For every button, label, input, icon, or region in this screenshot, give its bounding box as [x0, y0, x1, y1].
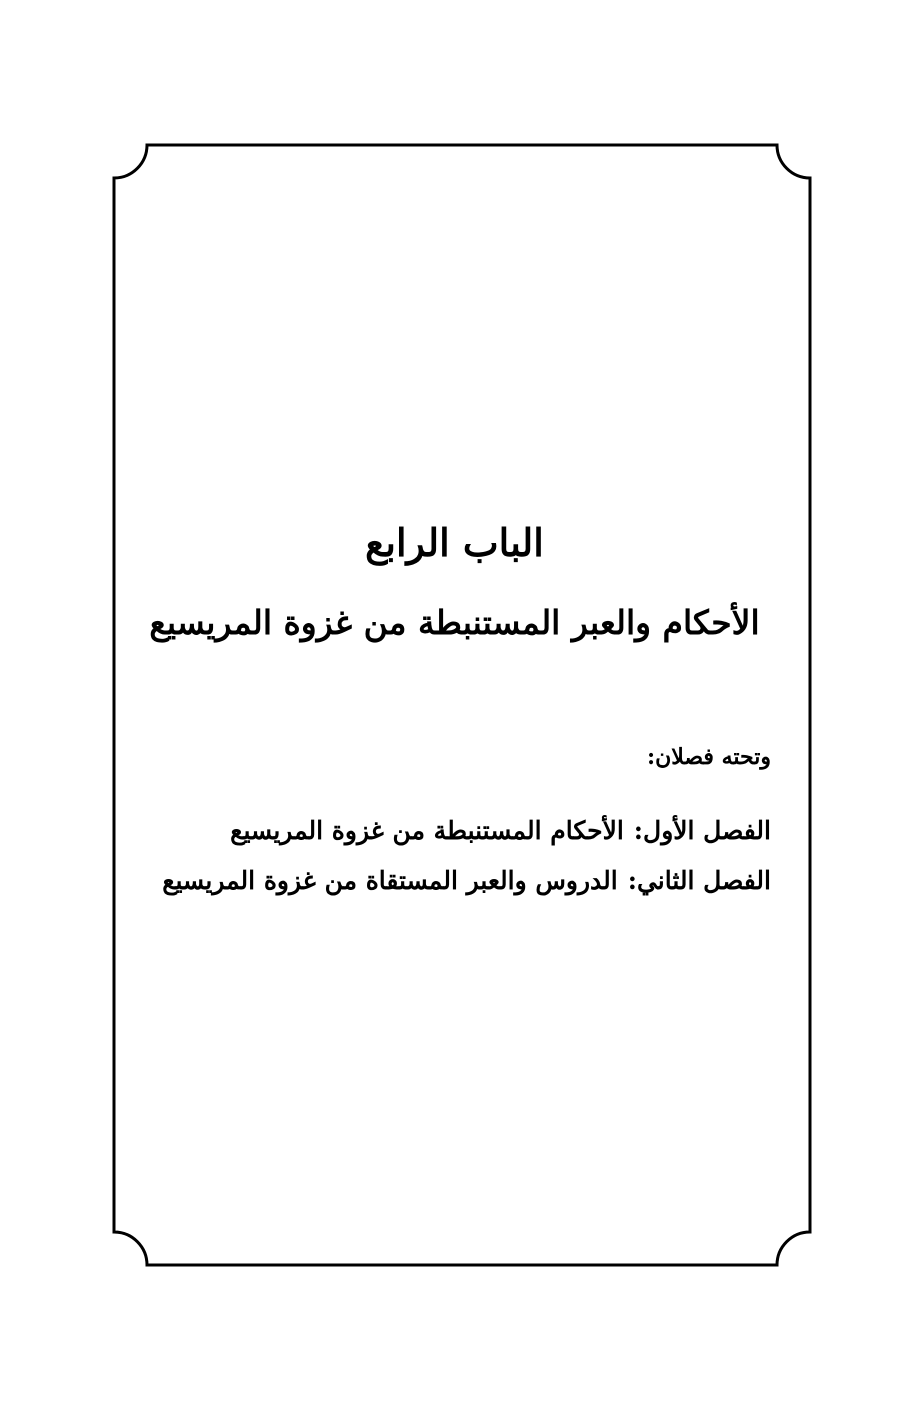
- section-text: الدروس والعبر المستقاة من غزوة المريسيع: [162, 866, 618, 895]
- section-item-1: [230, 818, 771, 843]
- chapter-intro: وتحته فصلان:: [646, 744, 771, 770]
- chapter-subtitle: الأحكام والعبر المستنبطة من غزوة المريسيع: [149, 603, 760, 642]
- decorative-border: [114, 145, 810, 1265]
- section-text: الأحكام المستنبطة من غزوة المريسيع: [230, 816, 624, 845]
- chapter-title: الباب الرابع: [365, 520, 544, 565]
- section-label: الفصل الثاني:: [627, 866, 771, 895]
- section-label: الفصل الأول:: [633, 816, 771, 845]
- section-item-2: [162, 868, 771, 893]
